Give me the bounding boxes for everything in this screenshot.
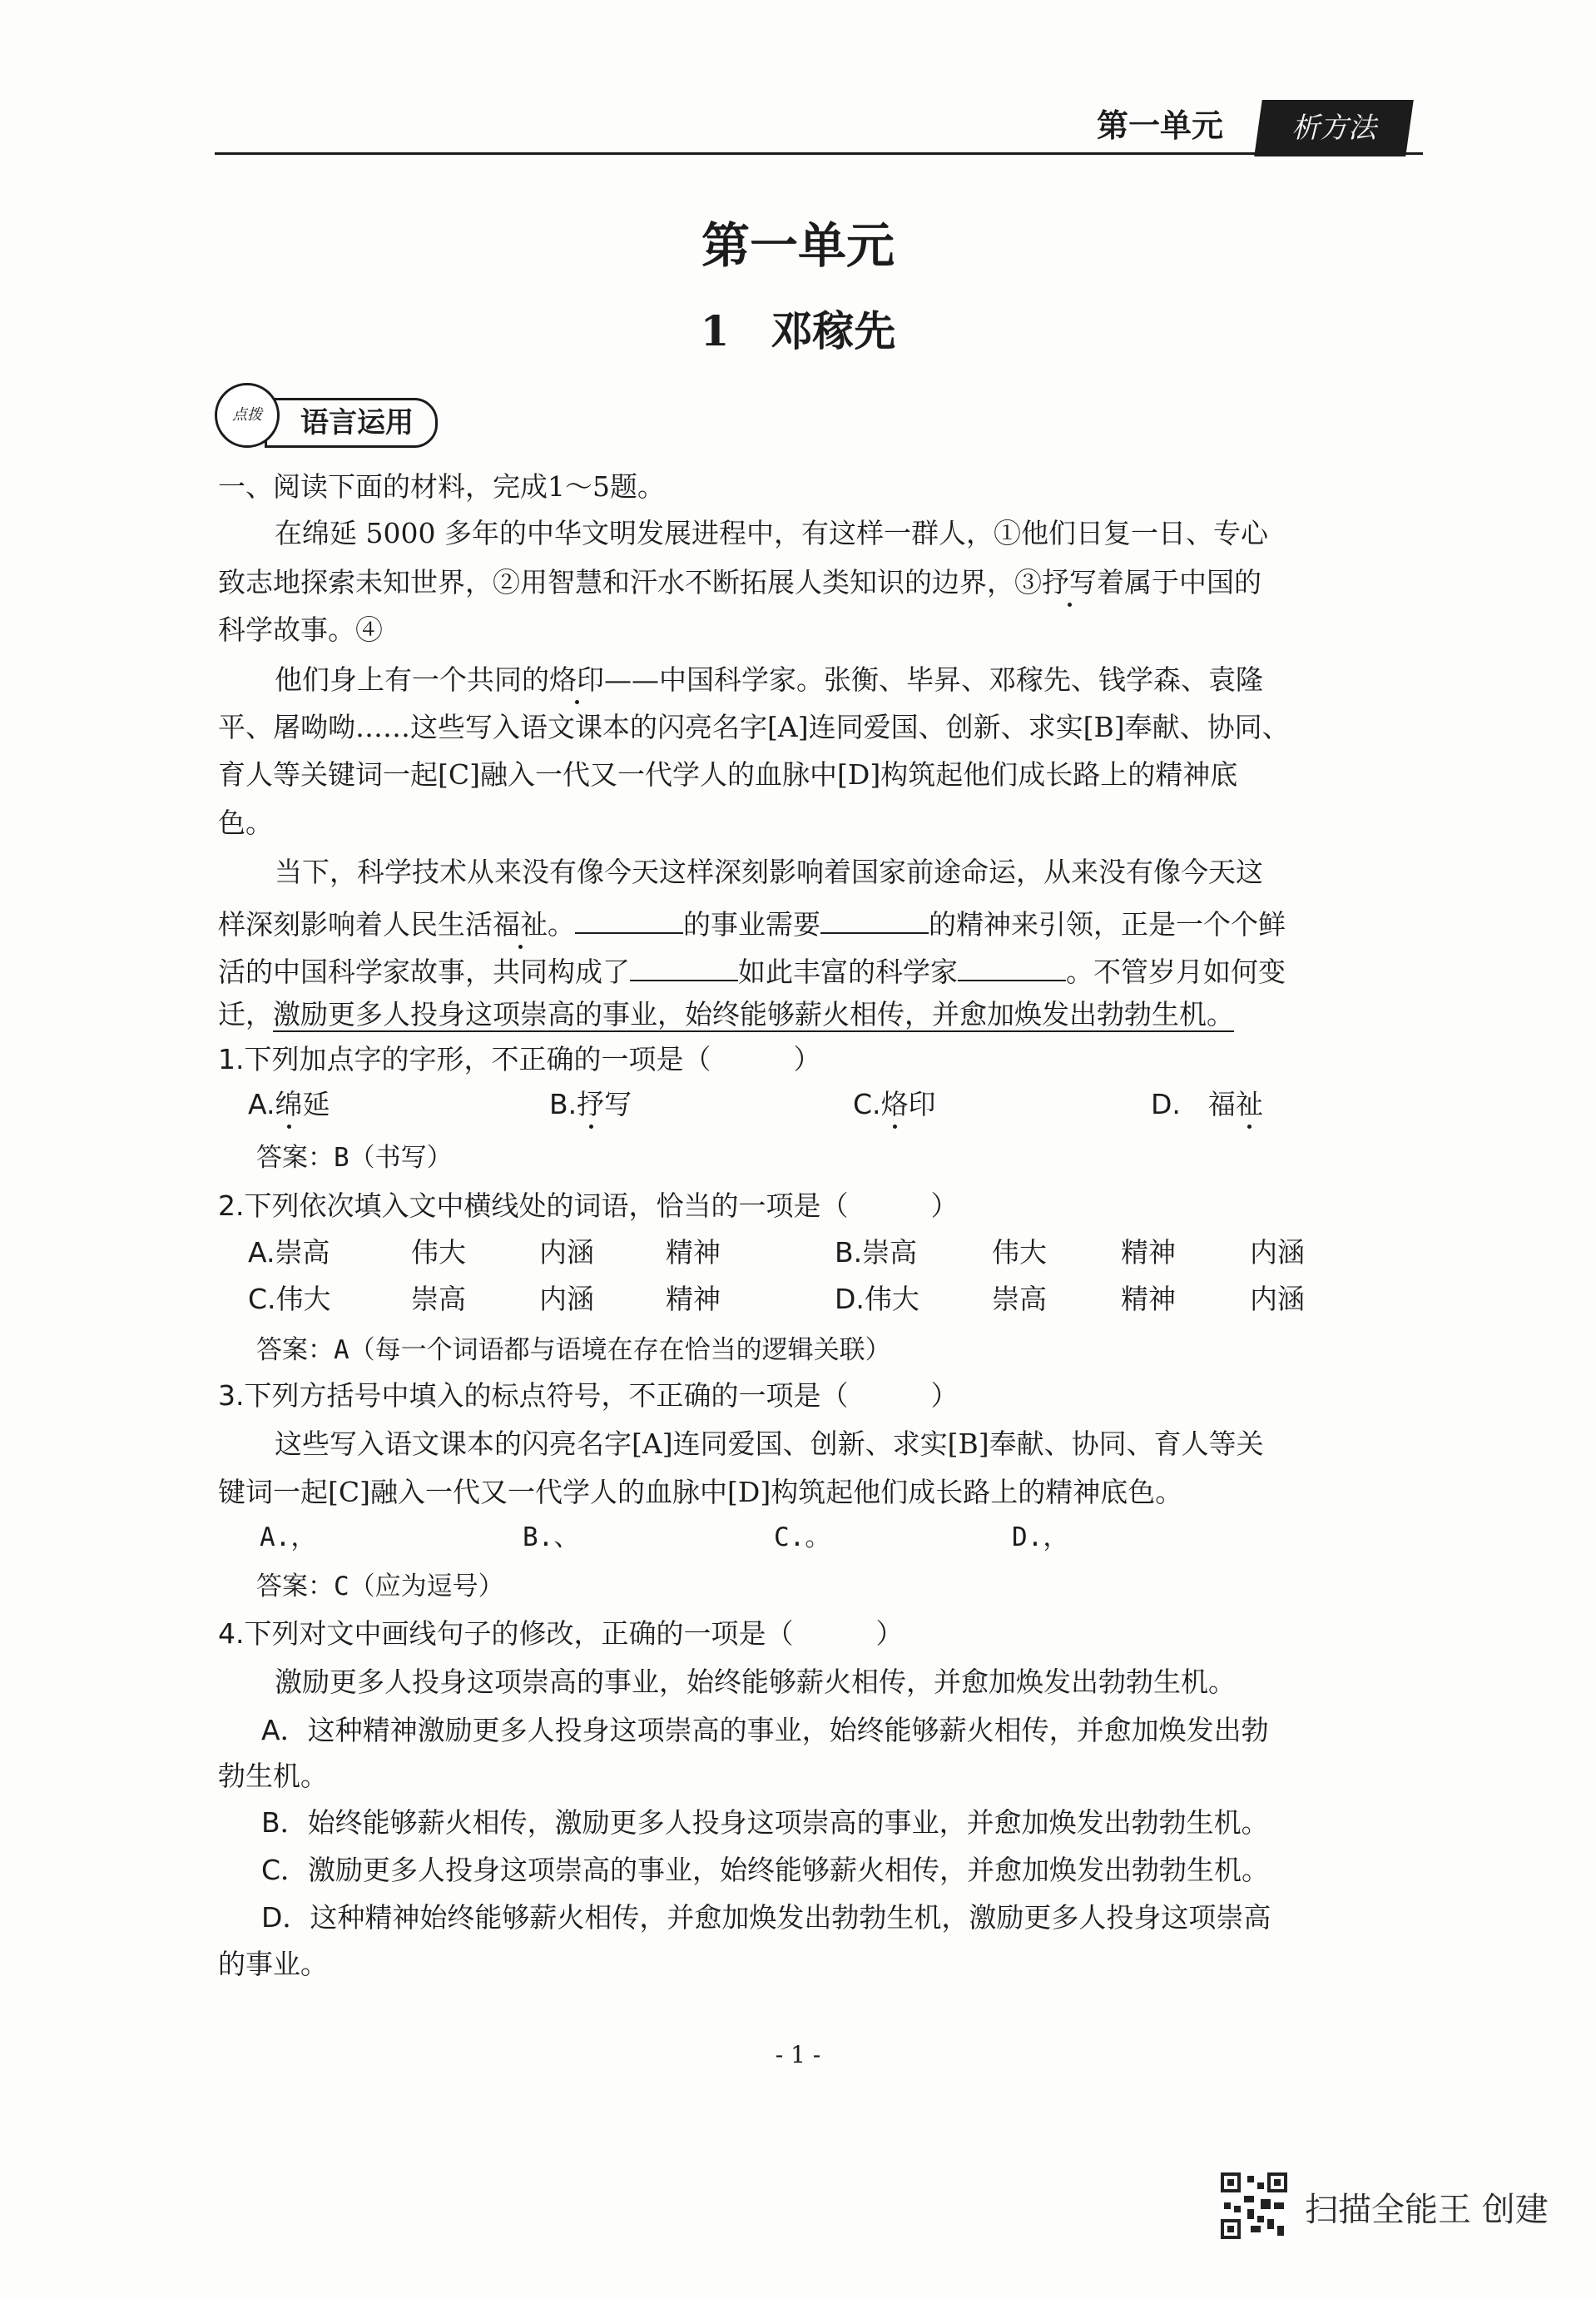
q1-option-c[interactable]	[853, 1090, 936, 1118]
q3-quote-line: 这些写入语文课本的闪亮名字[A]连同爱国、创新、求实[B]奉献、协同、育人等关	[275, 1428, 1264, 1460]
dotted-char: 烙	[880, 1088, 909, 1120]
q4-option-d[interactable]: D．这种精神始终能够薪火相传，并愈加焕发出勃勃生机，激励更多人投身这项崇高	[261, 1901, 1271, 1934]
passage-text: 的精神来引领，正是一个个鲜	[929, 908, 1286, 941]
q1-option-b[interactable]	[549, 1090, 632, 1118]
q2-option-c[interactable]: C.伟大	[248, 1283, 331, 1315]
page-number: - 1 -	[775, 2041, 821, 2068]
passage-line: 色。	[218, 807, 273, 839]
dotted-char: 烙印	[549, 663, 604, 696]
section-logo-icon: 点拨	[215, 383, 280, 448]
lesson-title: 1 邓稼先	[700, 306, 896, 355]
dotted-char: 抒	[577, 1088, 605, 1120]
question-1-stem: 1.下列加点字的字形，不正确的一项是（ ）	[218, 1043, 821, 1075]
section-tag: 语言运用	[265, 398, 438, 448]
passage-text: 他们身上有一个共同的	[275, 663, 549, 696]
unit-title: 第一单元	[701, 217, 895, 274]
passage-text: 。不管岁月如何变	[1066, 956, 1286, 988]
q4-quote: 激励更多人投身这项崇高的事业，始终能够薪火相传，并愈加焕发出勃勃生机。	[275, 1666, 1236, 1698]
passage-line	[218, 566, 1261, 598]
running-header-unit: 第一单元	[1097, 107, 1224, 144]
question-3-stem: 3.下列方括号中填入的标点符号，不正确的一项是（ ）	[218, 1379, 959, 1412]
passage-text: ——中国科学家。张衡、毕昇、邓稼先、钱学森、袁隆	[604, 663, 1263, 696]
passage-line	[275, 663, 1263, 696]
q2-word: 精神	[1121, 1236, 1176, 1269]
q1-option-d[interactable]	[1151, 1090, 1263, 1118]
q2-word: 崇高	[992, 1283, 1047, 1315]
q2-word: 内涵	[1250, 1283, 1305, 1315]
q2-word: 精神	[666, 1283, 721, 1315]
q2-option-a[interactable]: A.崇高	[248, 1236, 330, 1269]
passage-text: 样深刻影响着人民生活	[218, 908, 493, 941]
passage-line	[218, 998, 1234, 1030]
passage-text: 。	[548, 908, 575, 941]
q3-option-b[interactable]: B.、	[523, 1522, 580, 1552]
q4-option-b[interactable]: B．始终能够薪火相传，激励更多人投身这项崇高的事业，并愈加焕发出勃勃生机。	[261, 1806, 1269, 1839]
q2-word: 内涵	[1250, 1236, 1305, 1269]
q2-word: 精神	[1121, 1283, 1176, 1315]
dotted-char: 抒写	[1042, 566, 1097, 598]
passage-text: 如此丰富的科学家	[738, 956, 958, 988]
passage-line: 当下，科学技术从来没有像今天这样深刻影响着国家前途命运，从来没有像今天这	[275, 856, 1263, 888]
passage-text: 着属于中国的	[1097, 566, 1261, 598]
header-rule	[215, 152, 1423, 155]
fill-blank[interactable]	[820, 907, 929, 934]
q2-answer: 答案：A（每一个词语都与语境在存在恰当的逻辑关联）	[256, 1335, 891, 1365]
q3-answer: 答案：C（应为逗号）	[256, 1572, 504, 1601]
q3-option-c[interactable]: C.。	[774, 1522, 831, 1552]
dotted-char: 福祉	[493, 908, 548, 941]
q3-option-a[interactable]: A.，	[260, 1522, 317, 1552]
dotted-char: 绵	[275, 1088, 303, 1120]
passage-line: 科学故事。④	[218, 613, 383, 646]
question-2-stem: 2.下列依次填入文中横线处的词语，恰当的一项是（ ）	[218, 1189, 959, 1222]
passage-line: 育人等关键词一起[C]融入一代又一代学人的血脉中[D]构筑起他们成长路上的精神底	[218, 758, 1238, 791]
watermark-text: 扫描全能王 创建	[1305, 2191, 1549, 2229]
option-text: 延	[302, 1088, 330, 1120]
q2-word: 内涵	[539, 1283, 594, 1315]
q3-quote-line: 键词一起[C]融入一代又一代学人的血脉中[D]构筑起他们成长路上的精神底色。	[218, 1476, 1183, 1508]
passage-text: 的事业需要	[683, 908, 820, 941]
dotted-char: 祉	[1235, 1088, 1263, 1120]
passage-line: 平、屠呦呦……这些写入语文课本的闪亮名字[A]连同爱国、创新、求实[B]奉献、协同、	[218, 711, 1290, 743]
question-4-stem: 4.下列对文中画线句子的修改，正确的一项是（ ）	[218, 1617, 904, 1650]
option-prefix: D.	[1151, 1088, 1208, 1120]
fill-blank[interactable]	[958, 955, 1066, 981]
passage-text: 活的中国科学家故事，共同构成了	[218, 956, 630, 988]
option-prefix: A.	[248, 1088, 275, 1120]
passage-line: 在绵延 5000 多年的中华文明发展进程中，有这样一群人，①他们日复一日、专心	[275, 517, 1268, 549]
option-text: 写	[604, 1088, 632, 1120]
option-prefix: B.	[549, 1088, 577, 1120]
q4-option-c[interactable]: C．激励更多人投身这项崇高的事业，始终能够薪火相传，并愈加焕发出勃勃生机。	[261, 1854, 1270, 1886]
q1-option-a[interactable]	[248, 1090, 330, 1118]
q2-word: 精神	[666, 1236, 721, 1269]
option-prefix: C.	[853, 1088, 881, 1120]
underlined-sentence: 激励更多人投身这项崇高的事业，始终能够薪火相传，并愈加焕发出勃勃生机。	[273, 998, 1234, 1030]
q2-word: 伟大	[992, 1236, 1047, 1269]
passage-text: 迁，	[218, 998, 273, 1030]
fill-blank[interactable]	[630, 955, 738, 981]
q2-word: 伟大	[411, 1236, 466, 1269]
header-badge-text: 析方法	[1291, 112, 1376, 145]
q3-option-d[interactable]: D.，	[1012, 1522, 1069, 1552]
header-badge	[1254, 100, 1414, 156]
q4-option-a-cont: 勃生机。	[218, 1760, 328, 1792]
q2-word: 内涵	[539, 1236, 594, 1269]
q4-option-d-cont: 的事业。	[218, 1948, 328, 1980]
qr-code-icon	[1221, 2172, 1287, 2239]
passage-line	[218, 907, 1286, 941]
q2-option-d[interactable]: D.伟大	[835, 1283, 919, 1315]
q2-word: 崇高	[411, 1283, 466, 1315]
q2-option-b[interactable]: B.崇高	[835, 1236, 918, 1269]
passage-line	[218, 955, 1286, 986]
fill-blank[interactable]	[575, 907, 683, 934]
q1-answer: 答案：B（书写）	[256, 1143, 453, 1173]
option-text: 福	[1207, 1088, 1236, 1120]
q4-option-a[interactable]: A．这种精神激励更多人投身这项崇高的事业，始终能够薪火相传，并愈加焕发出勃	[261, 1714, 1269, 1746]
passage-text: 致志地探索未知世界，②用智慧和汗水不断拓展人类知识的边界，③	[218, 566, 1042, 598]
intro-line: 一、阅读下面的材料，完成1～5题。	[218, 470, 665, 503]
option-text: 印	[908, 1088, 936, 1120]
